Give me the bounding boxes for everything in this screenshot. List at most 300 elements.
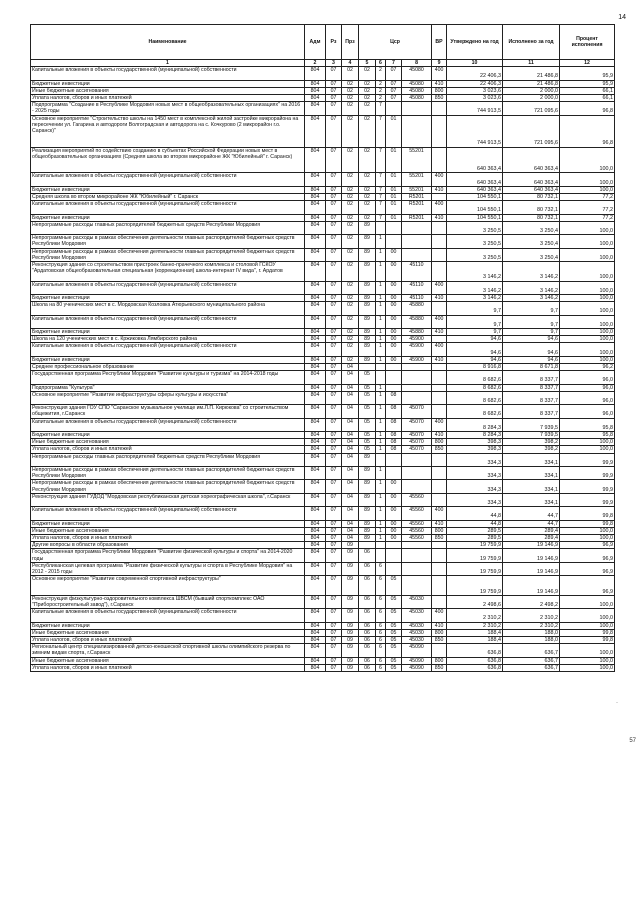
row-planned: 9,7 xyxy=(447,302,503,315)
row-percent: 100,0 xyxy=(560,315,615,328)
row-csr-3: 05 xyxy=(386,629,402,636)
row-prz: 04 xyxy=(342,466,359,479)
row-prz: 02 xyxy=(342,343,359,356)
row-percent: 77,2 xyxy=(560,201,615,214)
row-csr-4: 45080 xyxy=(402,80,432,87)
row-csr-3: 00 xyxy=(386,336,402,343)
row-csr-1: 06 xyxy=(359,644,376,657)
table-row xyxy=(31,328,615,335)
table-row xyxy=(31,221,615,234)
row-rz: 07 xyxy=(326,595,342,608)
row-adm: 804 xyxy=(305,657,326,664)
row-vr xyxy=(432,262,447,282)
margin-mark: · xyxy=(616,700,618,706)
row-percent: 100,0 xyxy=(560,147,615,173)
row-executed: 21 486,8 xyxy=(503,67,560,80)
row-executed: 19 146,9 xyxy=(503,562,560,575)
row-csr-2: 7 xyxy=(376,186,386,193)
row-csr-3: 01 xyxy=(386,147,402,173)
row-prz: 04 xyxy=(342,405,359,418)
row-prz: 04 xyxy=(342,371,359,384)
row-vr: 800 xyxy=(432,657,447,664)
row-vr xyxy=(432,384,447,391)
row-executed: 289,4 xyxy=(503,527,560,534)
row-planned: 8 682,6 xyxy=(447,391,503,404)
row-csr-4: 55201 xyxy=(402,147,432,173)
row-planned: 8 682,6 xyxy=(447,384,503,391)
row-csr-2: 1 xyxy=(376,294,386,301)
row-csr-4 xyxy=(402,542,432,549)
row-planned: 640 363,4 xyxy=(447,186,503,193)
row-name: Непрограммные расходы в рамках обеспечения деятельности главных распорядителей бюджетных средств Республики Мордовия xyxy=(31,248,305,261)
row-percent: 99,9 xyxy=(560,493,615,506)
row-csr-2: 1 xyxy=(376,391,386,404)
row-csr-4: R5201 xyxy=(402,214,432,221)
row-percent: 100,0 xyxy=(560,534,615,541)
table-row xyxy=(31,194,615,201)
table-row xyxy=(31,262,615,282)
row-name: Реконструкция здания ГОУ СПО "Саранское музыкальное училище им.Л.П. Кирюкова" со строительством общежития, г.Саранск xyxy=(31,405,305,418)
row-executed: 94,6 xyxy=(503,343,560,356)
row-percent: 66,1 xyxy=(560,95,615,102)
row-rz: 07 xyxy=(326,186,342,193)
row-name: Иные бюджетные ассигнования xyxy=(31,439,305,446)
row-vr: 800 xyxy=(432,629,447,636)
row-adm: 804 xyxy=(305,405,326,418)
row-percent: 99,9 xyxy=(560,480,615,493)
row-percent: 96,0 xyxy=(560,371,615,384)
row-adm: 804 xyxy=(305,622,326,629)
row-csr-4 xyxy=(402,576,432,596)
column-number: 3 xyxy=(326,60,342,67)
row-planned: 334,3 xyxy=(447,453,503,466)
row-csr-3: 00 xyxy=(386,248,402,261)
table-row xyxy=(31,562,615,575)
row-csr-2: 1 xyxy=(376,336,386,343)
row-csr-4: 45110 xyxy=(402,294,432,301)
column-number: 9 xyxy=(432,60,447,67)
table-row xyxy=(31,186,615,193)
row-csr-3 xyxy=(386,562,402,575)
row-csr-1: 02 xyxy=(359,173,376,186)
row-csr-2: 2 xyxy=(376,80,386,87)
row-name: Капитальные вложения в объекты государственной (муниципальной) собственности xyxy=(31,173,305,186)
row-csr-1: 06 xyxy=(359,629,376,636)
table-row xyxy=(31,336,615,343)
row-executed: 80 732,1 xyxy=(503,214,560,221)
row-csr-2: 6 xyxy=(376,664,386,671)
row-name: Бюджетные инвестиции xyxy=(31,356,305,363)
table-row xyxy=(31,363,615,370)
row-adm: 804 xyxy=(305,173,326,186)
row-name: Бюджетные инвестиции xyxy=(31,622,305,629)
row-csr-1: 89 xyxy=(359,235,376,248)
row-csr-2 xyxy=(376,363,386,370)
row-planned: 2 310,2 xyxy=(447,622,503,629)
row-prz: 02 xyxy=(342,221,359,234)
row-planned: 3 250,5 xyxy=(447,248,503,261)
row-csr-4: 55201 xyxy=(402,173,432,186)
row-planned: 3 146,2 xyxy=(447,294,503,301)
column-number: 1 xyxy=(31,60,305,67)
row-csr-2 xyxy=(376,221,386,234)
row-percent: 96,9 xyxy=(560,562,615,575)
row-csr-1: 05 xyxy=(359,418,376,431)
row-planned: 289,5 xyxy=(447,534,503,541)
row-name: Школа на 80 ученических мест в с. Мордовская Козловка Атюрьевского муниципального района xyxy=(31,302,305,315)
row-adm: 804 xyxy=(305,221,326,234)
row-prz: 02 xyxy=(342,294,359,301)
margin-mark: 57 xyxy=(629,738,636,744)
row-planned: 19 759,9 xyxy=(447,542,503,549)
row-vr xyxy=(432,221,447,234)
row-percent: 77,2 xyxy=(560,214,615,221)
row-name: Капитальные вложения в объекты государственной (муниципальной) собственности xyxy=(31,507,305,520)
row-adm: 804 xyxy=(305,343,326,356)
table-row xyxy=(31,534,615,541)
row-percent: 96,9 xyxy=(560,542,615,549)
row-csr-4 xyxy=(402,480,432,493)
row-planned: 2 498,6 xyxy=(447,595,503,608)
row-adm: 804 xyxy=(305,609,326,622)
row-executed: 8 337,7 xyxy=(503,371,560,384)
row-vr: 410 xyxy=(432,80,447,87)
row-csr-4 xyxy=(402,391,432,404)
row-planned: 9,7 xyxy=(447,315,503,328)
table-row xyxy=(31,235,615,248)
row-percent: 100,0 xyxy=(560,527,615,534)
table-row xyxy=(31,480,615,493)
row-planned: 104 550,1 xyxy=(447,194,503,201)
row-adm: 804 xyxy=(305,431,326,438)
row-csr-1: 89 xyxy=(359,453,376,466)
row-prz: 09 xyxy=(342,644,359,657)
row-csr-4: 45090 xyxy=(402,644,432,657)
header-csr: Цср xyxy=(359,25,432,60)
row-adm: 804 xyxy=(305,328,326,335)
row-csr-2: 1 xyxy=(376,507,386,520)
row-rz: 07 xyxy=(326,328,342,335)
row-adm: 804 xyxy=(305,527,326,534)
row-csr-1: 89 xyxy=(359,328,376,335)
column-number: 4 xyxy=(342,60,359,67)
row-percent: 100,0 xyxy=(560,343,615,356)
row-adm: 804 xyxy=(305,384,326,391)
row-percent: 100,0 xyxy=(560,262,615,282)
row-name: Региональный центр специализированной детско-юношеской спортивной школы олимпийского резерва по зимним видам спорта, г.Саранск xyxy=(31,644,305,657)
row-name: Основное мероприятие "Развитие современной спортивной инфраструктуры" xyxy=(31,576,305,596)
row-prz: 02 xyxy=(342,235,359,248)
row-executed: 94,6 xyxy=(503,356,560,363)
row-prz: 02 xyxy=(342,328,359,335)
row-planned: 94,6 xyxy=(447,356,503,363)
table-row xyxy=(31,214,615,221)
row-vr: 400 xyxy=(432,343,447,356)
row-vr xyxy=(432,336,447,343)
row-planned: 334,3 xyxy=(447,466,503,479)
row-prz: 04 xyxy=(342,493,359,506)
row-rz: 07 xyxy=(326,439,342,446)
row-vr: 410 xyxy=(432,294,447,301)
row-planned: 334,3 xyxy=(447,480,503,493)
row-planned: 94,6 xyxy=(447,336,503,343)
row-vr xyxy=(432,235,447,248)
row-prz: 04 xyxy=(342,520,359,527)
row-csr-1 xyxy=(359,363,376,370)
row-adm: 804 xyxy=(305,595,326,608)
row-rz: 07 xyxy=(326,262,342,282)
row-executed: 2 310,2 xyxy=(503,609,560,622)
row-csr-4: 45880 xyxy=(402,328,432,335)
row-csr-2: 6 xyxy=(376,595,386,608)
row-prz: 02 xyxy=(342,95,359,102)
row-vr: 400 xyxy=(432,609,447,622)
row-vr: 410 xyxy=(432,328,447,335)
row-vr: 800 xyxy=(432,87,447,94)
row-executed: 334,1 xyxy=(503,493,560,506)
row-name: Иные бюджетные ассигнования xyxy=(31,657,305,664)
row-csr-2: 1 xyxy=(376,405,386,418)
table-row xyxy=(31,80,615,87)
row-adm: 804 xyxy=(305,644,326,657)
row-adm: 804 xyxy=(305,493,326,506)
row-planned: 9,7 xyxy=(447,328,503,335)
row-prz: 02 xyxy=(342,173,359,186)
row-adm: 804 xyxy=(305,194,326,201)
row-csr-3 xyxy=(386,549,402,562)
row-prz: 09 xyxy=(342,664,359,671)
row-csr-2: 2 xyxy=(376,67,386,80)
row-adm: 804 xyxy=(305,235,326,248)
row-percent: 96,0 xyxy=(560,391,615,404)
table-row xyxy=(31,493,615,506)
column-number: 5 xyxy=(359,60,376,67)
row-csr-1: 89 xyxy=(359,466,376,479)
row-executed: 334,1 xyxy=(503,480,560,493)
table-row xyxy=(31,629,615,636)
row-csr-3: 01 xyxy=(386,214,402,221)
row-csr-4: 45030 xyxy=(402,622,432,629)
row-name: Другие вопросы в области образования xyxy=(31,542,305,549)
row-executed: 8 337,7 xyxy=(503,391,560,404)
row-planned: 3 146,2 xyxy=(447,262,503,282)
row-csr-3: 08 xyxy=(386,405,402,418)
row-rz: 07 xyxy=(326,201,342,214)
row-csr-1: 06 xyxy=(359,664,376,671)
row-executed: 334,1 xyxy=(503,453,560,466)
row-csr-4: 45080 xyxy=(402,87,432,94)
row-planned: 636,8 xyxy=(447,644,503,657)
row-name: Школа на 120 ученических мест в с. Кржиковка Лямбирского района xyxy=(31,336,305,343)
row-vr: 400 xyxy=(432,507,447,520)
row-csr-3: 05 xyxy=(386,664,402,671)
row-executed: 188,0 xyxy=(503,629,560,636)
row-csr-2: 7 xyxy=(376,201,386,214)
row-name: Бюджетные инвестиции xyxy=(31,294,305,301)
row-vr xyxy=(432,371,447,384)
row-csr-3: 00 xyxy=(386,294,402,301)
row-rz: 07 xyxy=(326,418,342,431)
row-percent: 100,0 xyxy=(560,446,615,453)
row-vr: 800 xyxy=(432,527,447,534)
row-csr-2: 1 xyxy=(376,384,386,391)
row-csr-4: 45090 xyxy=(402,657,432,664)
row-csr-1: 89 xyxy=(359,507,376,520)
row-csr-4 xyxy=(402,453,432,466)
table-row xyxy=(31,609,615,622)
row-csr-3: 05 xyxy=(386,636,402,643)
row-name: Непрограммные расходы в рамках обеспечения деятельности главных распорядителей бюджетных средств Республики Мордовия xyxy=(31,480,305,493)
row-percent: 66,1 xyxy=(560,87,615,94)
header-planned: Утверждено на год xyxy=(447,25,503,60)
row-adm: 804 xyxy=(305,542,326,549)
row-prz: 04 xyxy=(342,480,359,493)
row-csr-4: 45560 xyxy=(402,493,432,506)
row-planned: 22 406,3 xyxy=(447,67,503,80)
row-adm: 804 xyxy=(305,363,326,370)
row-vr: 800 xyxy=(432,439,447,446)
row-vr xyxy=(432,595,447,608)
row-csr-2: 6 xyxy=(376,576,386,596)
table-row xyxy=(31,343,615,356)
row-vr: 410 xyxy=(432,186,447,193)
row-rz: 07 xyxy=(326,446,342,453)
row-rz: 07 xyxy=(326,356,342,363)
row-planned: 334,3 xyxy=(447,493,503,506)
row-planned: 3 023,6 xyxy=(447,87,503,94)
row-csr-2: 2 xyxy=(376,87,386,94)
row-executed: 636,7 xyxy=(503,657,560,664)
row-prz: 02 xyxy=(342,315,359,328)
row-csr-2: 1 xyxy=(376,431,386,438)
row-planned: 8 682,6 xyxy=(447,371,503,384)
row-csr-1: 06 xyxy=(359,636,376,643)
row-csr-1: 06 xyxy=(359,609,376,622)
table-row xyxy=(31,391,615,404)
row-csr-2: 1 xyxy=(376,520,386,527)
row-adm: 804 xyxy=(305,371,326,384)
row-rz: 07 xyxy=(326,235,342,248)
row-csr-2 xyxy=(376,542,386,549)
row-rz: 07 xyxy=(326,636,342,643)
row-executed: 289,4 xyxy=(503,534,560,541)
table-row xyxy=(31,87,615,94)
row-csr-3: 00 xyxy=(386,262,402,282)
table-row xyxy=(31,507,615,520)
row-rz: 07 xyxy=(326,391,342,404)
header-percent: Процент исполнения xyxy=(560,25,615,60)
row-csr-1: 02 xyxy=(359,214,376,221)
row-csr-3: 07 xyxy=(386,80,402,87)
row-csr-1: 89 xyxy=(359,520,376,527)
row-rz: 07 xyxy=(326,405,342,418)
row-executed: 640 363,4 xyxy=(503,173,560,186)
row-csr-1: 89 xyxy=(359,302,376,315)
row-executed: 3 250,4 xyxy=(503,248,560,261)
row-planned: 3 250,5 xyxy=(447,221,503,234)
row-csr-1: 89 xyxy=(359,336,376,343)
row-percent: 100,0 xyxy=(560,248,615,261)
row-percent: 100,0 xyxy=(560,294,615,301)
row-csr-3 xyxy=(386,235,402,248)
row-prz: 09 xyxy=(342,636,359,643)
row-prz: 04 xyxy=(342,418,359,431)
row-rz: 07 xyxy=(326,520,342,527)
column-number: 8 xyxy=(402,60,432,67)
row-prz: 02 xyxy=(342,262,359,282)
row-rz: 07 xyxy=(326,527,342,534)
row-csr-3: 00 xyxy=(386,507,402,520)
row-name: Непрограммные расходы в рамках обеспечения деятельности главных распорядителей бюджетных средств Республики Мордовия xyxy=(31,235,305,248)
row-csr-3: 01 xyxy=(386,115,402,147)
row-csr-3: 05 xyxy=(386,576,402,596)
row-vr: 850 xyxy=(432,446,447,453)
row-adm: 804 xyxy=(305,629,326,636)
row-executed: 2 498,2 xyxy=(503,595,560,608)
row-name: Уплата налогов, сборов и иных платежей xyxy=(31,534,305,541)
row-csr-3: 00 xyxy=(386,302,402,315)
row-rz: 07 xyxy=(326,480,342,493)
row-name: Основное мероприятие "Строительство школы на 1450 мест в комплексной жилой застройке микрорайона на пересечении ул. Гагарина и автодороги Волгоградская и автодорога на с. Кочкурово (2 микрорайон г.о. Саранск)" xyxy=(31,115,305,147)
row-executed: 3 250,4 xyxy=(503,235,560,248)
row-csr-2: 6 xyxy=(376,644,386,657)
row-csr-1: 89 xyxy=(359,527,376,534)
row-executed: 721 095,6 xyxy=(503,115,560,147)
row-adm: 804 xyxy=(305,446,326,453)
row-csr-2 xyxy=(376,453,386,466)
row-csr-2: 1 xyxy=(376,446,386,453)
row-rz: 07 xyxy=(326,562,342,575)
row-name: Подпрограмма "Культура" xyxy=(31,384,305,391)
header-adm: Адм xyxy=(305,25,326,60)
row-name: Реконструкция здания со строительством пристроек банно-прачечного комплекса и столовой ГСКОУ "Ардатовская общеобразовательная специальная (коррекционная) школа-интернат IV вида", г. Ардатов xyxy=(31,262,305,282)
row-vr xyxy=(432,576,447,596)
table-row xyxy=(31,147,615,173)
row-percent: 100,0 xyxy=(560,439,615,446)
row-name: Основное мероприятие "Развитие инфраструктуры сферы культуры и искусства" xyxy=(31,391,305,404)
row-percent: 99,8 xyxy=(560,636,615,643)
row-planned: 104 550,1 xyxy=(447,201,503,214)
row-csr-3: 05 xyxy=(386,609,402,622)
row-planned: 3 023,6 xyxy=(447,95,503,102)
row-executed: 19 146,9 xyxy=(503,549,560,562)
row-planned: 2 310,2 xyxy=(447,609,503,622)
row-adm: 804 xyxy=(305,87,326,94)
row-csr-4: 45030 xyxy=(402,629,432,636)
row-vr: 400 xyxy=(432,315,447,328)
row-csr-3: 08 xyxy=(386,439,402,446)
table-body xyxy=(31,67,615,672)
row-prz: 02 xyxy=(342,186,359,193)
row-csr-1: 02 xyxy=(359,186,376,193)
row-csr-4: 45900 xyxy=(402,336,432,343)
row-name: Бюджетные инвестиции xyxy=(31,214,305,221)
row-percent: 99,8 xyxy=(560,520,615,527)
row-rz: 07 xyxy=(326,315,342,328)
row-csr-2: 1 xyxy=(376,281,386,294)
row-adm: 804 xyxy=(305,664,326,671)
row-csr-2: 7 xyxy=(376,147,386,173)
row-prz: 02 xyxy=(342,214,359,221)
row-name: Уплата налогов, сборов и иных платежей xyxy=(31,446,305,453)
row-vr xyxy=(432,391,447,404)
row-csr-2: 1 xyxy=(376,328,386,335)
row-prz: 04 xyxy=(342,534,359,541)
row-csr-3: 00 xyxy=(386,527,402,534)
row-name: Государственная программа Республики Мордовия "Развитие культуры и туризма" на 2014-2018 годы xyxy=(31,371,305,384)
row-vr xyxy=(432,115,447,147)
header-prz: Прз xyxy=(342,25,359,60)
